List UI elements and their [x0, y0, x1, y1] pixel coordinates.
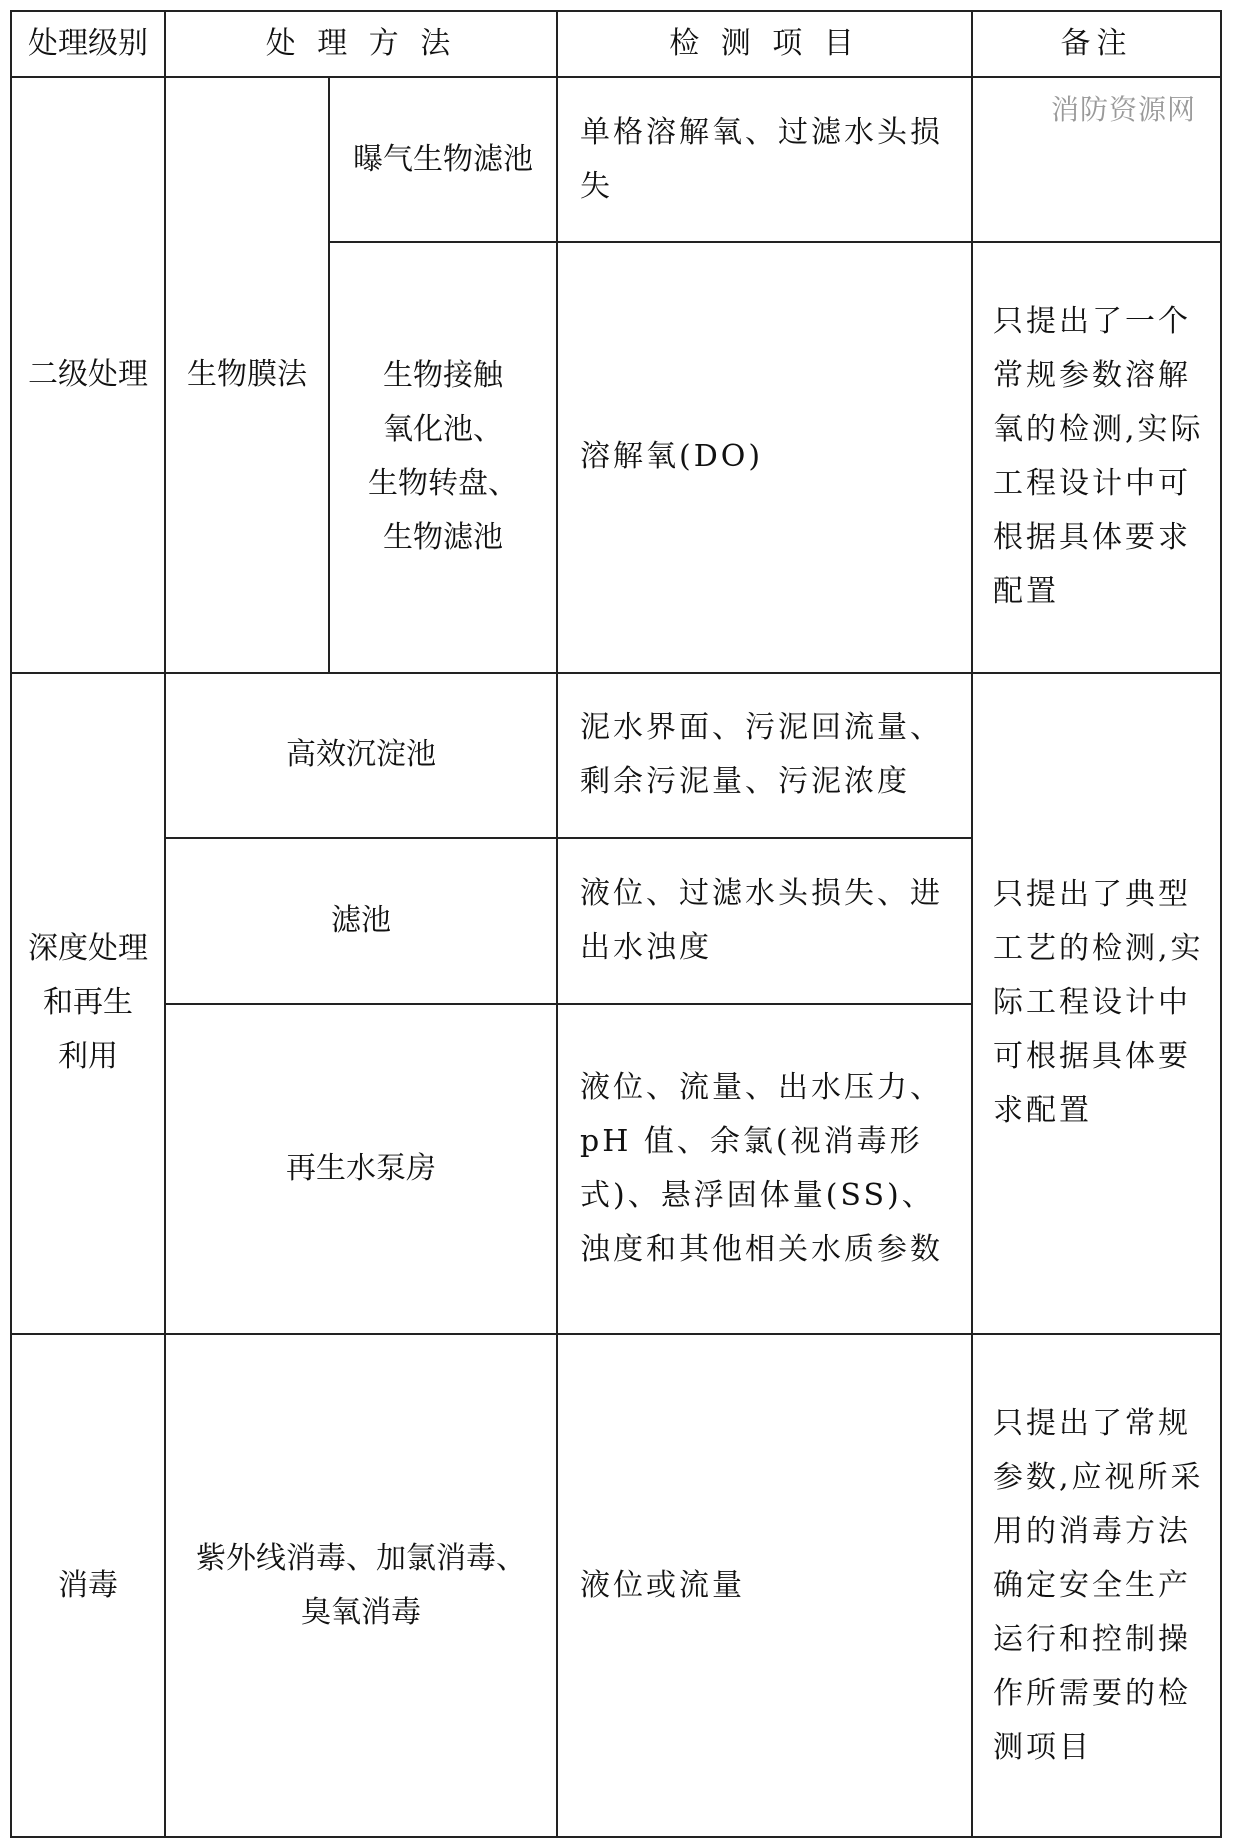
level-line: 深度处理 [28, 931, 148, 967]
method-biofilm: 生物膜法 [165, 77, 329, 673]
items-pump-house: 液位、流量、出水压力、pH 值、余氯(视消毒形式)、悬浮固体量(SS)、浊度和其他相关水质参数 [557, 1004, 972, 1334]
monitoring-table [10, 10, 1222, 1838]
submethod-line: 生物滤池 [383, 520, 503, 556]
items-sedimentation: 泥水界面、污泥回流量、剩余污泥量、污泥浓度 [557, 673, 972, 839]
submethod-baf: 曝气生物滤池 [329, 77, 557, 243]
table-row [11, 673, 1221, 839]
submethod-line: 氧化池、 [383, 412, 503, 448]
header-items: 检 测 项 目 [557, 11, 972, 77]
level-line: 利用 [58, 1039, 118, 1075]
level-disinfection: 消毒 [11, 1334, 165, 1837]
remark-secondary: 只提出了一个常规参数溶解氧的检测,实际工程设计中可根据具体要求配置 [972, 242, 1221, 672]
header-level: 处理级别 [11, 11, 165, 77]
method-line: 紫外线消毒、加氯消毒、 [196, 1540, 526, 1576]
watermark-text: 消防资源网 [1050, 93, 1196, 126]
items-filter: 液位、过滤水头损失、进出水浊度 [557, 838, 972, 1004]
method-line: 臭氧消毒 [301, 1594, 421, 1630]
remark-advanced: 只提出了典型工艺的检测,实际工程设计中可根据具体要求配置 [972, 673, 1221, 1335]
header-method: 处 理 方 法 [165, 11, 557, 77]
remark-disinfection: 只提出了常规参数,应视所采用的消毒方法确定安全生产运行和控制操作所需要的检测项目 [972, 1334, 1221, 1837]
method-sedimentation: 高效沉淀池 [165, 673, 557, 839]
submethod-line: 生物转盘、 [368, 466, 518, 502]
submethod-line: 生物接触 [383, 358, 503, 394]
level-line: 和再生 [43, 985, 133, 1021]
table-container [10, 10, 1220, 1838]
table-row [11, 1334, 1221, 1837]
table-row [11, 77, 1221, 243]
header-remark: 备注 [972, 11, 1221, 77]
items-disinfection: 液位或流量 [557, 1334, 972, 1837]
items-dissolved-oxygen: 溶解氧(DO) [557, 242, 972, 672]
level-advanced [11, 673, 165, 1335]
level-secondary: 二级处理 [11, 77, 165, 673]
method-pump-house: 再生水泵房 [165, 1004, 557, 1334]
method-disinfection [165, 1334, 557, 1837]
items-baf: 单格溶解氧、过滤水头损失 [557, 77, 972, 243]
method-filter: 滤池 [165, 838, 557, 1004]
submethod-contact-oxidation [329, 242, 557, 672]
header-row [11, 11, 1221, 77]
